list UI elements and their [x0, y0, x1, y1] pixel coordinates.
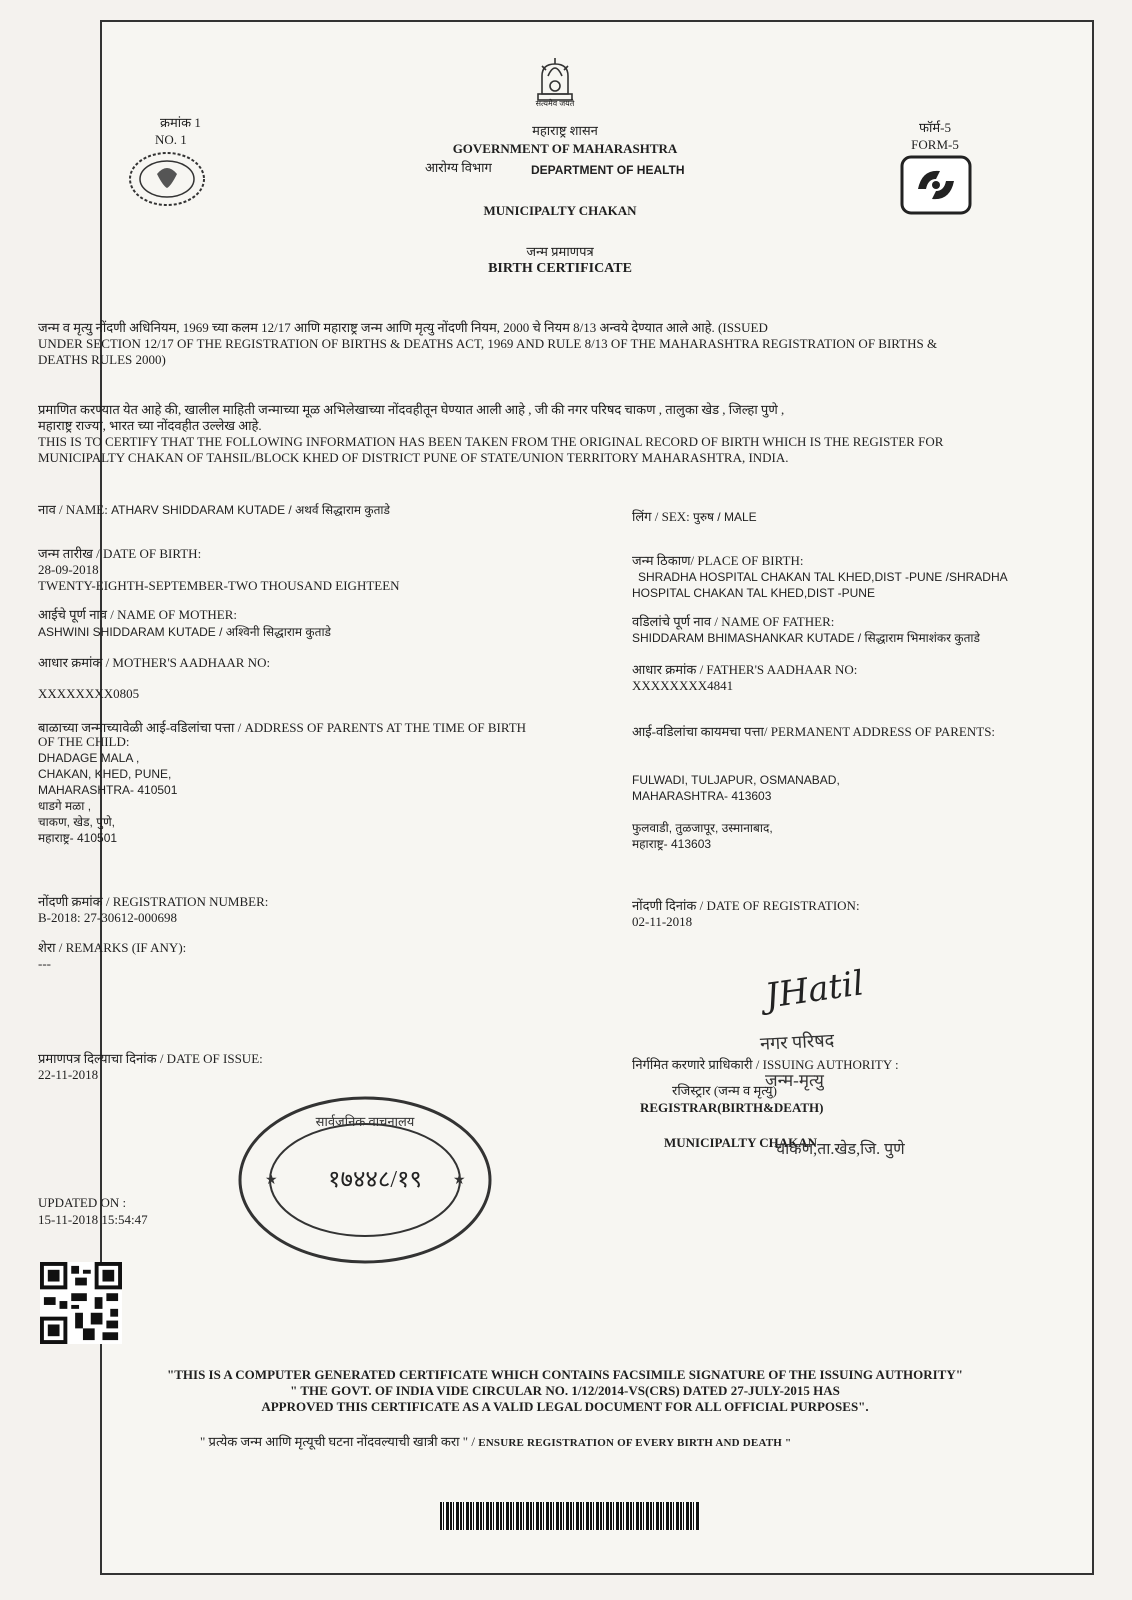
reg-no-value: B-2018: 27-30612-000698 — [38, 910, 178, 925]
perm-address-label: आई-वडिलांचा कायमचा पत्ता/ PERMANENT ADDRESS OF PARENTS: — [632, 724, 996, 739]
signature: JHatil — [762, 963, 867, 1017]
perm-address-mr-line: महाराष्ट्र- 413603 — [632, 837, 712, 851]
page-title: BIRTH CERTIFICATE — [488, 261, 632, 276]
perm-address-mr-line: फुलवाडी, तुळजापूर, उस्मानाबाद, — [632, 821, 773, 835]
birth-address-label-1: बाळाच्या जन्माच्यावेळी आई-वडिलांचा पत्ता / ADDRESS OF PARENTS AT THE TIME OF BIRTH — [38, 720, 527, 735]
municipality-name: MUNICIPALTY CHAKAN — [483, 203, 637, 218]
birth-address-line: महाराष्ट्र- 410501 — [38, 831, 118, 845]
emblem-motto: सत्यमेव जयते — [535, 99, 575, 108]
certify-text — [38, 402, 1063, 466]
birth-address-line: धाडगे मळा , — [38, 799, 92, 813]
name-label: नाव / NAME: — [38, 502, 108, 517]
form-no-mr: फॉर्म-5 — [919, 120, 951, 135]
sex-field — [632, 509, 757, 525]
updated-value: 15-11-2018 15:54:47 — [38, 1212, 148, 1227]
birth-address-line: MAHARASHTRA- 410501 — [38, 783, 178, 797]
name-value: ATHARV SHIDDARAM KUTADE / अथर्व सिद्धाराम कुताडे — [111, 503, 390, 517]
issued-under-text — [38, 320, 1063, 368]
qr-code — [40, 1262, 122, 1344]
father-value: SHIDDARAM BHIMASHANKAR KUTADE / सिद्धाराम भिमाशंकर कुताडे — [632, 631, 980, 645]
issued-under-line1: जन्म व मृत्यु नोंदणी अधिनियम, 1969 च्या कलम 12/17 आणि महाराष्ट्र जन्म आणि मृत्यु नोंदणी नियम, 2000 चे नियम 8/13 अन्वये देण्यात आले आहे. (ISSUED — [38, 320, 768, 335]
birth-address-line: चाकण, खेड, पुणे, — [38, 815, 116, 829]
dob-value: 28-09-2018 — [38, 562, 99, 577]
pob-line1: SHRADHA HOSPITAL CHAKAN TAL KHED,DIST -PUNE /SHRADHA — [638, 570, 1008, 584]
father-aadhaar-value: XXXXXXXX4841 — [632, 678, 734, 693]
perm-address — [632, 772, 840, 804]
municipal-seal-icon — [127, 150, 207, 208]
reg-date-value: 02-11-2018 — [632, 914, 693, 929]
pob-line2: HOSPITAL CHAKAN TAL KHED,DIST -PUNE — [632, 586, 875, 600]
crs-logo-icon — [900, 155, 972, 215]
dept-en: DEPARTMENT OF HEALTH — [531, 163, 685, 177]
perm-address-mr — [632, 820, 773, 852]
authority-stamp-line3: चाकण,ता.खेड,जि. पुणे — [775, 1141, 905, 1158]
serial-no-mr: क्रमांक 1 — [160, 115, 201, 130]
dept-mr: आरोग्य विभाग — [425, 160, 492, 175]
mother-label: आईचे पूर्ण नाव / NAME OF MOTHER: — [38, 607, 238, 622]
issued-under-line3: DEATHS RULES 2000) — [38, 352, 166, 367]
pob-label: जन्म ठिकाण/ PLACE OF BIRTH: — [632, 553, 804, 568]
issue-value: 22-11-2018 — [38, 1067, 99, 1082]
mother-aadhaar-label: आधार क्रमांक / MOTHER'S AADHAAR NO: — [38, 655, 271, 670]
barcode — [440, 1502, 700, 1530]
footer-note-line1: "THIS IS A COMPUTER GENERATED CERTIFICATE WHICH CONTAINS FACSIMILE SIGNATURE OF THE ISSUING AUTHORITY" — [167, 1367, 963, 1382]
certify-en-line2: MUNICIPALTY CHAKAN OF TAHSIL/BLOCK KHED OF DISTRICT PUNE OF STATE/UNION TERRITORY MAHARASHTRA, INDIA. — [38, 450, 789, 465]
father-label: वडिलांचे पूर्ण नाव / NAME OF FATHER: — [632, 614, 835, 629]
dob-words: TWENTY-EIGHTH-SEPTEMBER-TWO THOUSAND EIGHTEEN — [38, 578, 400, 593]
reg-no-label: नोंदणी क्रमांक / REGISTRATION NUMBER: — [38, 894, 269, 909]
authority-en: REGISTRAR(BIRTH&DEATH) — [640, 1100, 824, 1115]
sex-value: पुरुष / MALE — [693, 510, 757, 524]
footer-note — [40, 1367, 1090, 1415]
authority-stamp-line1: नगर परिषद — [759, 1030, 835, 1054]
oval-stamp-top: सार्वजनिक वाचनालय — [315, 1114, 415, 1129]
certify-en-line1: THIS IS TO CERTIFY THAT THE FOLLOWING INFORMATION HAS BEEN TAKEN FROM THE ORIGINAL RECORD OF BIRTH WHICH IS THE REGISTER FOR — [38, 434, 944, 449]
perm-address-line: MAHARASHTRA- 413603 — [632, 789, 772, 803]
reg-date-label: नोंदणी दिनांक / DATE OF REGISTRATION: — [632, 898, 860, 913]
authority-label: निर्गमित करणारे प्राधिकारी / ISSUING AUTHORITY : — [632, 1057, 899, 1072]
slogan — [200, 1432, 791, 1450]
updated-label: UPDATED ON : — [38, 1195, 127, 1210]
mother-value: ASHWINI SHIDDARAM KUTADE / अश्विनी सिद्धाराम कुताडे — [38, 625, 331, 639]
issued-under-line2: UNDER SECTION 12/17 OF THE REGISTRATION OF BIRTHS & DEATHS ACT, 1969 AND RULE 8/13 OF THE MAHARASHTRA REGISTRATION OF BIRTHS & — [38, 336, 938, 351]
perm-address-line: FULWADI, TULJAPUR, OSMANABAD, — [632, 773, 840, 787]
certify-mr-line2: महाराष्ट्र राज्या, भारत च्या नोंदवहीत उल्लेख आहे. — [38, 418, 262, 433]
slogan-en: ENSURE REGISTRATION OF EVERY BIRTH AND DEATH " — [478, 1437, 792, 1449]
authority-mr: रजिस्ट्रार (जन्म व मृत्यु) — [672, 1083, 777, 1098]
remarks-value: --- — [38, 956, 51, 971]
footer-note-line3: APPROVED THIS CERTIFICATE AS A VALID LEGAL DOCUMENT FOR ALL OFFICIAL PURPOSES". — [261, 1399, 869, 1414]
serial-no-en: NO. 1 — [155, 132, 187, 147]
govt-en: GOVERNMENT OF MAHARASHTRA — [452, 141, 678, 156]
father-aadhaar-label: आधार क्रमांक / FATHER'S AADHAAR NO: — [632, 662, 858, 677]
title-mr: जन्म प्रमाणपत्र — [526, 244, 594, 259]
sex-label: लिंग / SEX: — [632, 509, 690, 524]
birth-address — [38, 750, 177, 846]
dob-label: जन्म तारीख / DATE OF BIRTH: — [38, 546, 202, 561]
remarks-label: शेरा / REMARKS (IF ANY): — [38, 940, 187, 955]
form-no-en: FORM-5 — [911, 137, 959, 152]
svg-text:★: ★ — [453, 1173, 466, 1188]
footer-note-line2: " THE GOVT. OF INDIA VIDE CIRCULAR NO. 1/12/2014-VS(CRS) DATED 27-JULY-2015 HAS — [290, 1383, 840, 1398]
govt-mr: महाराष्ट्र शासन — [532, 123, 598, 138]
authority-municipality: MUNICIPALTY CHAKAN — [664, 1135, 817, 1150]
svg-text:★: ★ — [265, 1173, 278, 1188]
birth-address-line: CHAKAN, KHED, PUNE, — [38, 767, 172, 781]
oval-stamp-number: १७४४८/१९ — [327, 1167, 423, 1193]
certify-mr-line1: प्रमाणित करण्यात येत आहे की, खालील माहिती जन्माच्या मूळ अभिलेखाच्या नोंदवहीतून घेण्यात आली आहे , जी की नगर परिषद चाकण , तालुका खेड , जिल्हा पुणे , — [38, 402, 785, 417]
mother-aadhaar-value: XXXXXXXX0805 — [38, 686, 140, 701]
authority-stamp-line2: जन्म-मृत्यु — [765, 1071, 824, 1090]
name-field — [38, 502, 390, 518]
birth-address-line: DHADAGE MALA , — [38, 751, 140, 765]
issue-label: प्रमाणपत्र दिल्याचा दिनांक / DATE OF ISSUE: — [38, 1051, 263, 1066]
slogan-mr: " प्रत्येक जन्म आणि मृत्यूची घटना नोंदवल्याची खात्री करा " / — [200, 1434, 475, 1449]
birth-address-label-2: OF THE CHILD: — [38, 734, 130, 749]
